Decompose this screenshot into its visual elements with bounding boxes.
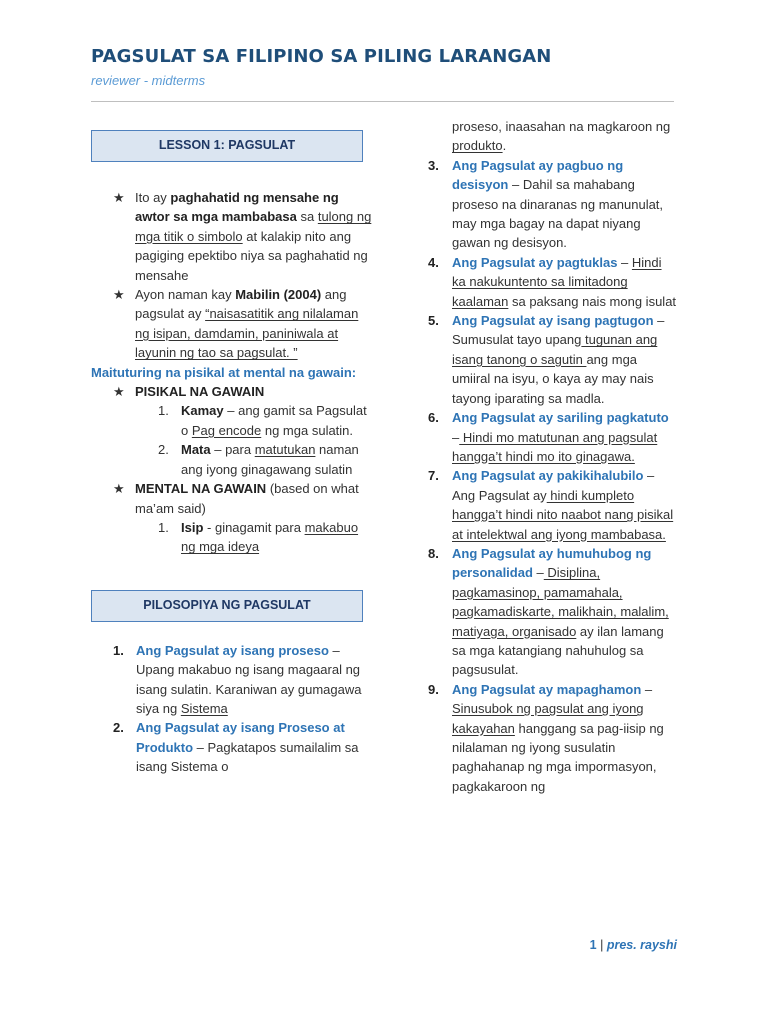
page-footer: [590, 938, 677, 952]
text-underlined: produkto: [452, 138, 503, 154]
text-underlined: Hindi ka nakukuntento sa limitadong kaalaman: [452, 254, 662, 309]
pisikal-bullet: [91, 382, 376, 401]
right-column: [428, 117, 678, 796]
text-underlined: Hindi mo matutunan ang pagsulat hangga’t hindi mo ito ginagawa.: [452, 429, 658, 464]
pisikal-label: PISIKAL NA GAWAIN: [135, 384, 265, 400]
pilosopiya-item-5: [428, 311, 678, 408]
text: – Sumusulat tayo upang: [452, 313, 665, 348]
text: Ayon naman kay: [135, 287, 236, 303]
maituturing-heading: Maituturing na pisikal at mental na gawain:: [91, 364, 357, 380]
item-title: Ang Pagsulat ay pagbuo ng desisyon: [452, 157, 624, 193]
left-column: [91, 130, 376, 777]
text-underlined: matutukan: [254, 442, 316, 458]
text: ng mga sulatin.: [261, 422, 354, 438]
mabilin-bullet: [91, 285, 376, 363]
text: (based on what ma’am said): [135, 481, 359, 516]
mental-label: MENTAL NA GAWAIN: [135, 481, 267, 497]
text-bold: Isip: [181, 519, 204, 535]
text: –: [617, 254, 632, 270]
star-bullet-icon: ★: [113, 190, 125, 205]
text-underlined: Disiplina, pagkamasinop, pamamahala, pagkamadiskarte, malikhain, malalim, matiyaga, organisado: [452, 565, 669, 639]
text: naman ang iyong ginagawang sulatin: [181, 442, 359, 477]
item-number: 5.: [428, 313, 439, 329]
item-title: Ang Pagsulat ay mapaghamon: [452, 681, 642, 697]
item-title: Ang Pagsulat ay sariling pagkatuto: [452, 410, 669, 426]
text: – para: [210, 442, 255, 458]
item-title: Ang Pagsulat ay isang pagtugon: [452, 313, 654, 329]
pilosopiya-heading: PILOSOPIYA NG PAGSULAT: [143, 598, 311, 613]
pilosopiya-item-9: [428, 680, 678, 796]
text-bold: Mabilin (2004): [235, 287, 322, 303]
pilosopiya-item-4: [428, 253, 678, 311]
pilosopiya-item-8: [428, 544, 678, 680]
text: –: [452, 429, 460, 445]
text: sa: [296, 209, 318, 225]
text-underlined: tulong ng mga titik o simbolo: [135, 209, 372, 244]
item-title: Ang Pagsulat ay pakikihalubilo: [452, 468, 644, 484]
definition-bullet: [91, 188, 376, 285]
text-underlined: “naisasatitik ang nilalaman ng isipan, damdamin, paniniwala at layunin ng tao sa pagsulat. ”: [135, 306, 359, 361]
text-underlined: tugunan ang isang tanong o sagutin: [452, 332, 658, 367]
text: – Pagkatapos sumailalim sa isang Sistema o: [136, 739, 359, 775]
page-number: 1: [589, 938, 597, 952]
text: – Dahil sa mahabang proseso na dinaranas ng manunulat, may mga bagay na dapat niyang gawan ng desisyon.: [452, 177, 664, 251]
text: – Upang makabuo ng isang magaaral ng isang sulatin. Karaniwan ay gumagawa siya ng: [136, 642, 362, 716]
footer-author: pres. rayshi: [606, 938, 677, 952]
item-number: 8.: [428, 545, 439, 561]
text-bold: Kamay: [181, 403, 224, 419]
item-title: Ang Pagsulat ay isang proseso: [136, 642, 329, 658]
document-subtitle: reviewer - midterms: [91, 73, 206, 88]
item-number: 6.: [428, 410, 439, 426]
item-number: 2.: [158, 442, 169, 458]
pilosopiya-item-7: [428, 466, 678, 544]
mental-item-1: [91, 518, 376, 557]
mental-bullet: [91, 479, 376, 518]
item-number: 3.: [428, 157, 439, 173]
pilosopiya-item-2: [91, 718, 376, 776]
header-divider: [91, 101, 674, 102]
document-title: PAGSULAT SA FILIPINO SA PILING LARANGAN: [91, 46, 552, 67]
text: hanggang sa pag-iisip ng nilalaman ng iyong susulatin paghahanap ng mga impormasyon, pagkakaroon ng: [452, 720, 664, 794]
text-underlined: Pag encode: [191, 422, 262, 438]
item-number: 1.: [158, 519, 169, 535]
lesson1-heading: LESSON 1: PAGSULAT: [158, 138, 296, 153]
text: –: [641, 681, 653, 697]
text: –: [532, 565, 544, 581]
text-underlined: Sinusubok ng pagsulat ang iyong kakayahan: [452, 701, 644, 736]
footer-separator: |: [596, 938, 607, 952]
item-number: 1.: [113, 642, 124, 658]
star-bullet-icon: ★: [113, 384, 125, 400]
star-bullet-icon: ★: [113, 481, 125, 497]
text: ang pagsulat ay: [135, 287, 347, 322]
item-number: 1.: [158, 403, 169, 419]
item-title: Ang Pagsulat ay pagtuklas: [452, 254, 618, 270]
text: – ang gamit sa Pagsulat o: [181, 403, 367, 438]
text-underlined: Sistema: [180, 700, 228, 716]
pisikal-item-1: [91, 401, 376, 440]
pilosopiya-item-3: [428, 156, 678, 253]
item-number: 7.: [428, 468, 439, 484]
text-underlined: hindi kumpleto hangga’t hindi nito naabot nang pisikal at intelektwal ang iyong mambabasa.: [452, 487, 674, 542]
text: Ito ay: [135, 190, 171, 205]
text: sa paksang nais mong isulat: [508, 293, 677, 309]
text: - ginagamit para: [203, 519, 305, 535]
pisikal-item-2: [91, 440, 376, 479]
text: ang mga umiiral na isyu, o kaya ay may nais tayong iparating sa madla.: [452, 351, 654, 406]
text-bold: paghahatid ng mensahe ng awtor sa mga mambabasa: [135, 190, 339, 225]
star-bullet-icon: ★: [113, 287, 125, 303]
text: – Ang Pagsulat ay: [452, 468, 655, 503]
pilosopiya-item-6: [428, 408, 678, 466]
lesson1-heading-box: [91, 130, 363, 162]
text: proseso, inaasahan na magkaroon ng: [452, 119, 671, 134]
text: .: [502, 138, 507, 154]
text-underlined: makabuo ng mga ideya: [181, 519, 359, 555]
item-title: Ang Pagsulat ay isang Proseso at Produkto: [136, 720, 345, 755]
continued-text: [428, 117, 678, 156]
text: at kalakip nito ang pagiging epektibo niya sa paghahatid ng mensahe: [135, 228, 368, 283]
pilosopiya-heading-box: [91, 590, 363, 622]
text: ay ilan lamang sa mga katangiang nahuhulog sa pagsusulat.: [452, 623, 664, 678]
item-number: 9.: [428, 681, 439, 697]
item-number: 4.: [428, 254, 439, 270]
text-bold: Mata: [181, 442, 211, 458]
item-title: Ang Pagsulat ay humuhubog ng personalidad: [452, 545, 652, 581]
item-number: 2.: [113, 720, 124, 736]
pilosopiya-item-1: [91, 641, 376, 719]
